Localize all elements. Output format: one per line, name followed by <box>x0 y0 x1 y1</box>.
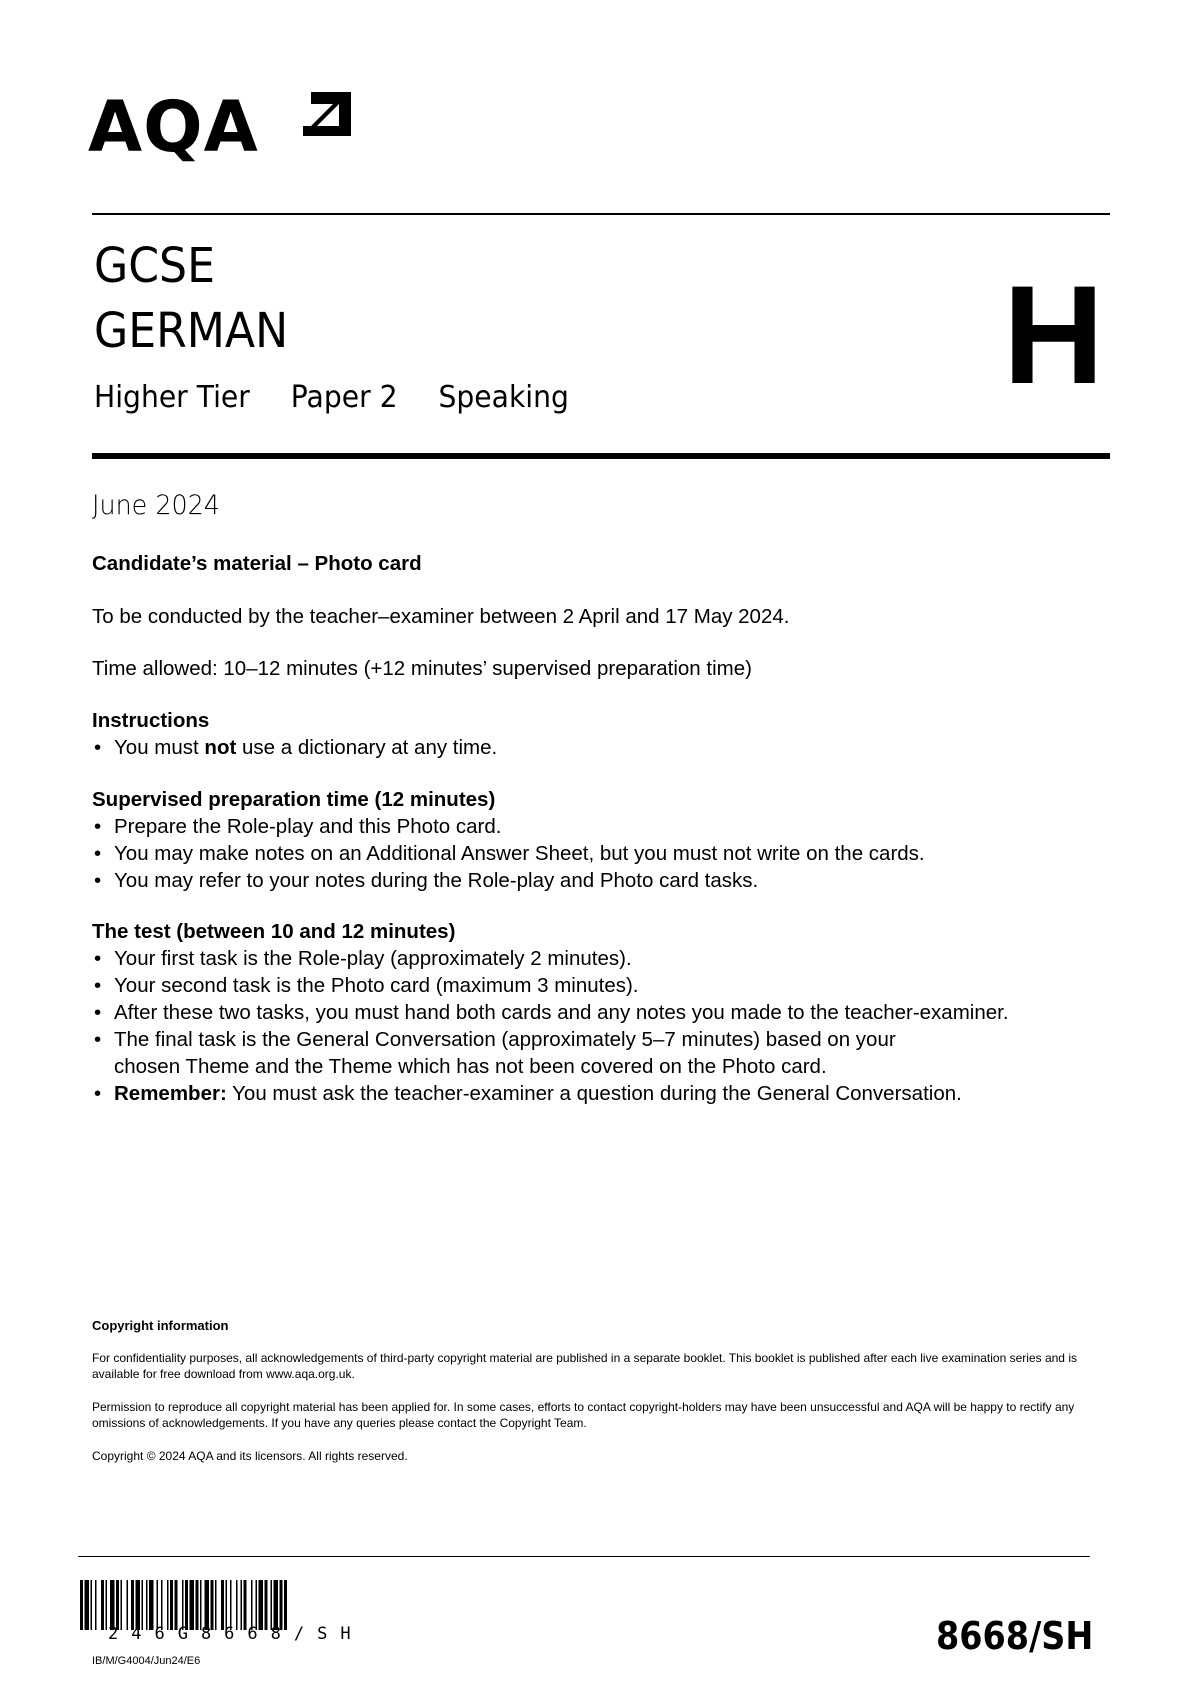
barcode-digits: 246G8668/SH <box>108 1624 364 1644</box>
header-rule-bottom <box>92 453 1110 459</box>
list-item: • You must not use a dictionary at any time. <box>92 734 1132 761</box>
paper-subtitle <box>94 380 601 415</box>
document-reference: IB/M/G4004/Jun24/E6 <box>92 1655 201 1667</box>
list-item: • You may make notes on an Additional Answer Sheet, but you must not write on the cards. <box>92 840 1132 867</box>
list-item: • Your first task is the Role-play (approximately 2 minutes). <box>92 945 1112 972</box>
copyright-para-1: For confidentiality purposes, all acknowledgements of third-party copyright material are published in a separate booklet. This booklet is published after each live examination series and is available for free download from www.aqa.org.uk. <box>92 1351 1077 1381</box>
header-rule-top <box>92 213 1110 215</box>
instructions-list <box>92 734 1132 761</box>
copyright-section <box>92 1318 1092 1464</box>
list-item: • The final task is the General Conversation (approximately 5–7 minutes) based on your chosen Theme and the Theme which has not been covered on the Photo card. <box>92 1026 1112 1080</box>
preparation-heading: Supervised preparation time (12 minutes) <box>92 788 496 811</box>
list-item: • Your second task is the Photo card (maximum 3 minutes). <box>92 972 1112 999</box>
copyright-para-2: Permission to reproduce all copyright material has been applied for. In some cases, efforts to contact copyright-holders may have been unsuccessful and AQA will be happy to rectify any omissions of acknowledgements. If you have any queries please contact the Copyright Team. <box>92 1400 1075 1430</box>
instructions-heading: Instructions <box>92 709 210 732</box>
footer-rule <box>78 1556 1090 1557</box>
tier-label: Higher Tier <box>94 380 250 415</box>
test-heading: The test (between 10 and 12 minutes) <box>92 920 456 943</box>
conduct-line: To be conducted by the teacher–examiner between 2 April and 17 May 2024. <box>92 605 790 628</box>
qualification-title: GCSE <box>94 238 215 294</box>
component-label: Speaking <box>438 380 569 415</box>
preparation-list <box>92 813 1132 894</box>
list-item: • Remember: You must ask the teacher-examiner a question during the General Conversation. <box>92 1080 1112 1107</box>
instructions-section <box>92 707 1132 761</box>
exam-date: June 2024 <box>92 490 220 521</box>
copyright-para-3: Copyright © 2024 AQA and its licensors. All rights reserved. <box>92 1449 408 1463</box>
material-title: Candidate’s material – Photo card <box>92 552 422 575</box>
paper-code: 8668/SH <box>936 1614 1094 1658</box>
tier-letter: H <box>1003 256 1105 413</box>
aqa-logo-text: AQA <box>88 86 259 168</box>
time-allowed: Time allowed: 10–12 minutes (+12 minutes’ supervised preparation time) <box>92 657 752 680</box>
list-item: • You may refer to your notes during the Role-play and Photo card tasks. <box>92 867 1132 894</box>
test-section <box>92 918 1112 1107</box>
barcode-icon <box>80 1580 465 1630</box>
subject-title: GERMAN <box>94 303 289 359</box>
test-list <box>92 945 1112 1107</box>
preparation-section <box>92 786 1132 894</box>
copyright-heading: Copyright information <box>92 1318 229 1333</box>
paper-label: Paper 2 <box>290 380 398 415</box>
list-item: • After these two tasks, you must hand both cards and any notes you made to the teacher-examiner. <box>92 999 1112 1026</box>
list-item: • Prepare the Role-play and this Photo card. <box>92 813 1132 840</box>
aqa-logo-mark-icon <box>293 92 353 152</box>
